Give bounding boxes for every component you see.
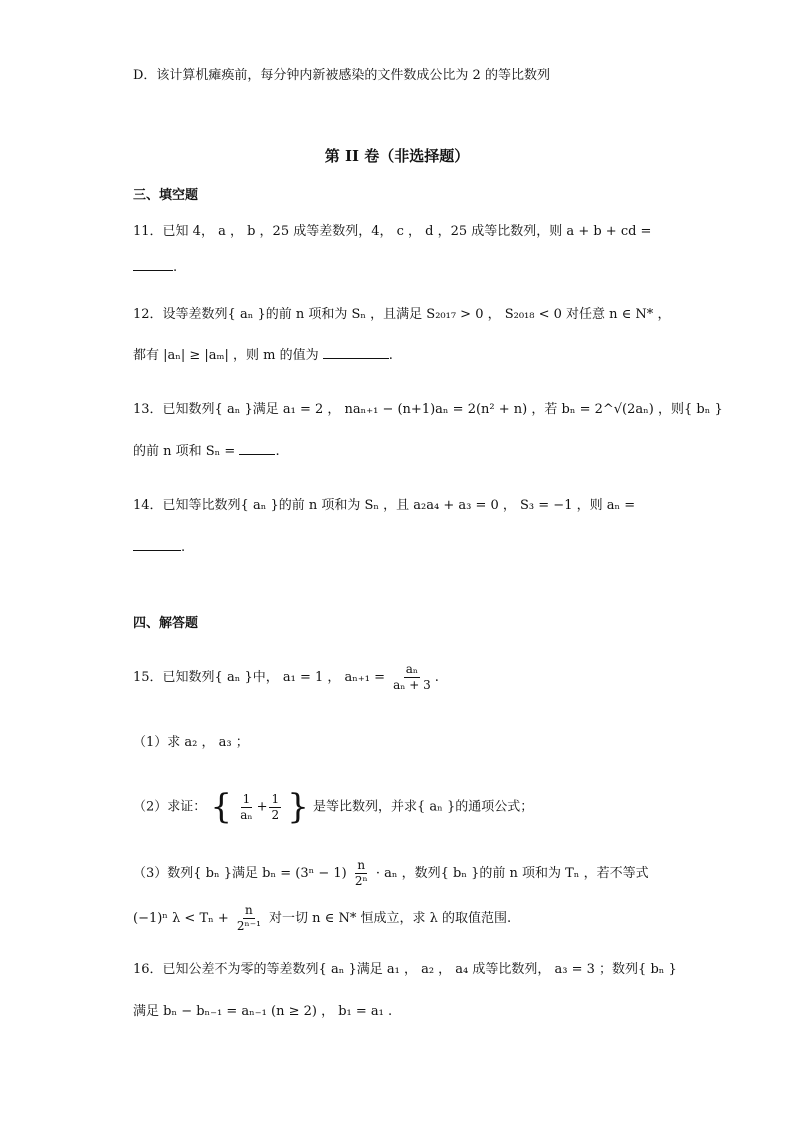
- question-12-line1: 12．设等差数列{ aₙ }的前 n 项和为 Sₙ ，且满足 S₂₀₁₇ > 0 ， S₂₀₁₈ < 0 对任意 n ∈ N* ，: [133, 307, 671, 322]
- part2-suffix: 是等比数列，并求{ aₙ }的通项公式；: [313, 799, 534, 815]
- question-11-answer-line: .: [133, 256, 177, 278]
- question-15-part1: （1）求 a₂ ， a₃ ；: [133, 735, 249, 750]
- question-15-part3-line1: [133, 858, 649, 889]
- question-11-line1: 11．已知 4， a ， b ，25 成等差数列，4， c ， d ，25 成等比数列，则 a + b + cd =: [133, 224, 652, 239]
- answer-blank: [323, 344, 389, 359]
- part3-prefix: （3）数列{ bₙ }满足 bₙ = (3ⁿ − 1): [133, 866, 347, 881]
- part3b-prefix: (−1)ⁿ λ < Tₙ +: [133, 911, 229, 926]
- question-12-text: 都有 |aₙ| ≥ |aₘ| ，则 m 的值为: [133, 348, 319, 363]
- question-13-text: 的前 n 项和 Sₙ =: [133, 444, 236, 459]
- question-15-part3-line2: [133, 903, 511, 934]
- part2-prefix: （2）求证：: [133, 799, 207, 815]
- fraction-denominator: 2: [271, 807, 280, 822]
- fraction: [238, 792, 254, 823]
- fraction: [353, 858, 370, 889]
- question-15-text: 15．已知数列{ aₙ }中， a₁ = 1 ， aₙ₊₁ =: [133, 670, 385, 685]
- part3-suffix: · aₙ ，数列{ bₙ }的前 n 项和为 Tₙ ，若不等式: [375, 866, 649, 881]
- fraction-denominator: aₙ: [240, 807, 253, 822]
- fraction-numerator: 1: [242, 791, 251, 806]
- fraction-numerator: n: [245, 903, 253, 917]
- option-d: D．该计算机瘫痪前，每分钟内新被感染的文件数成公比为 2 的等比数列: [133, 68, 550, 83]
- fraction-denominator: 2ⁿ: [354, 874, 368, 888]
- question-15-part2: （2）求证： { $\frac{1}{\text{aₙ}}$ + $\frac{1}{2}$ } 是等比数列，并求{ aₙ }的通项公式；: [133, 787, 534, 827]
- part3b-suffix: 对一切 n ∈ N* 恒成立，求 λ 的取值范围.: [269, 911, 512, 926]
- fraction: [235, 903, 263, 934]
- fraction: [269, 792, 281, 823]
- question-13-line1: 13．已知数列{ aₙ }满足 a₁ = 2 ， naₙ₊₁ − (n+1)aₙ = 2(n² + n) ，若 bₙ = 2^√(2aₙ) ，则{ bₙ }: [133, 402, 723, 417]
- fraction-denominator: 2ⁿ⁻¹: [236, 919, 261, 933]
- answer-blank: [239, 440, 275, 455]
- answer-blank: [133, 256, 173, 271]
- fraction: [391, 662, 433, 693]
- question-12-line2: 都有 |aₙ| ≥ |aₘ| ，则 m 的值为 .: [133, 344, 393, 366]
- answer-blank: [133, 536, 181, 551]
- left-brace: {: [210, 787, 233, 827]
- fraction-numerator: aₙ: [405, 662, 419, 676]
- fraction-numerator: 1: [271, 791, 280, 806]
- question-15-line1: 15．已知数列{ aₙ }中， a₁ = 1 ， aₙ₊₁ = $\frac{\text{aₙ}}{\text{aₙ + 3}}$ .: [133, 662, 439, 692]
- question-16-line2: 满足 bₙ − bₙ₋₁ = aₙ₋₁ (n ≥ 2) ， b₁ = a₁ .: [133, 1004, 393, 1019]
- right-brace: }: [287, 787, 309, 827]
- section-answer: 四、解答题: [133, 616, 199, 631]
- question-14-line1: 14．已知等比数列{ aₙ }的前 n 项和为 Sₙ ，且 a₂a₄ + a₃ = 0 ， S₃ = −1 ，则 aₙ =: [133, 498, 636, 513]
- fraction-denominator: aₙ + 3: [393, 678, 431, 692]
- question-13-line2: 的前 n 项和 Sₙ = .: [133, 440, 280, 462]
- question-16-line1: 16．已知公差不为零的等差数列{ aₙ }满足 a₁ ， a₂ ， a₄ 成等比数列， a₃ = 3 ；数列{ bₙ }: [133, 962, 677, 977]
- part-title: 第 II 卷（非选择题）: [324, 147, 470, 165]
- question-14-answer-line: .: [133, 536, 185, 558]
- section-fill-in: 三、填空题: [133, 188, 199, 203]
- fraction-numerator: n: [357, 858, 366, 872]
